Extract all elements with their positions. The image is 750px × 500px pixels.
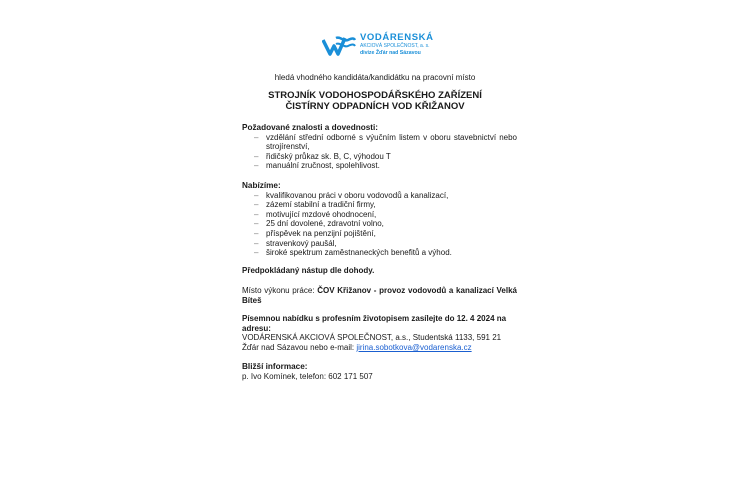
- workplace-label: Místo výkonu práce:: [242, 286, 315, 295]
- offer-heading: Nabízíme:: [242, 181, 281, 190]
- workplace: [242, 286, 517, 305]
- list-item: – 25 dní dovolené, zdravotní volno,: [254, 219, 517, 229]
- list-item: – široké spektrum zaměstnaneckých benefitů a výhod.: [254, 248, 517, 258]
- wave-logo-icon: [322, 34, 356, 58]
- contact-person: p. Ivo Komínek, telefon: 602 171 507: [242, 371, 373, 381]
- job-title: [0, 90, 750, 112]
- application-section: [242, 314, 517, 352]
- list-item: – stravenkový paušál,: [254, 239, 517, 249]
- logo-division: divize Žďár nad Sázavou: [360, 50, 421, 56]
- list-item: – motivující mzdové ohodnocení,: [254, 210, 517, 220]
- company-address: VODÁRENSKÁ AKCIOVÁ SPOLEČNOST, a.s., Studentská 1133, 591 21: [242, 333, 502, 343]
- start-date: Předpokládaný nástup dle dohody.: [242, 266, 375, 275]
- job-title-line1: STROJNÍK VODOHOSPODÁŘSKÉHO ZAŘÍZENÍ: [268, 90, 482, 101]
- info-heading: Bližší informace:: [242, 362, 308, 371]
- workplace-value: ČOV Křižanov - provoz vodovodů a kanalizací Velká Bíteš: [242, 286, 518, 305]
- offer-section: [242, 181, 517, 258]
- list-item: – řidičský průkaz sk. B, C, výhodou T: [254, 152, 517, 162]
- offer-list: [242, 191, 517, 258]
- email-link[interactable]: jirina.sobotkova@vodarenska.cz: [356, 342, 472, 352]
- city-email-line: [242, 343, 517, 353]
- job-title-line2: ČISTÍRNY ODPADNÍCH VOD KŘIŽANOV: [285, 101, 465, 112]
- intro-text: hledá vhodného kandidáta/kandidátku na pracovní místo: [274, 73, 476, 82]
- application-instructions: Písemnou nabídku s profesním životopisem zasílejte do 12. 4 2024 na adresu:: [242, 314, 507, 333]
- list-item: – vzdělání střední odborné s výučním listem v oboru stavebnictví nebo strojírenství,: [254, 133, 517, 152]
- requirements-heading: Požadované znalosti a dovednosti:: [242, 123, 379, 132]
- requirements-section: [242, 123, 517, 171]
- list-item: – kvalifikovanou práci v oboru vodovodů a kanalizací,: [254, 191, 517, 201]
- list-item: – příspěvek na penzijní pojištění,: [254, 229, 517, 239]
- city-email-prefix: Žďár nad Sázavou nebo e-mail:: [242, 342, 355, 352]
- logo-brand: VODÁRENSKÁ: [360, 32, 434, 43]
- logo-subtitle: AKCIOVÁ SPOLEČNOST, a. s.: [360, 43, 430, 49]
- info-section: [242, 362, 517, 381]
- company-logo: [322, 32, 442, 60]
- list-item: – manuální zručnost, spolehlivost.: [254, 161, 517, 171]
- requirements-list: [242, 133, 517, 171]
- list-item: – zázemí stabilní a tradiční firmy,: [254, 200, 517, 210]
